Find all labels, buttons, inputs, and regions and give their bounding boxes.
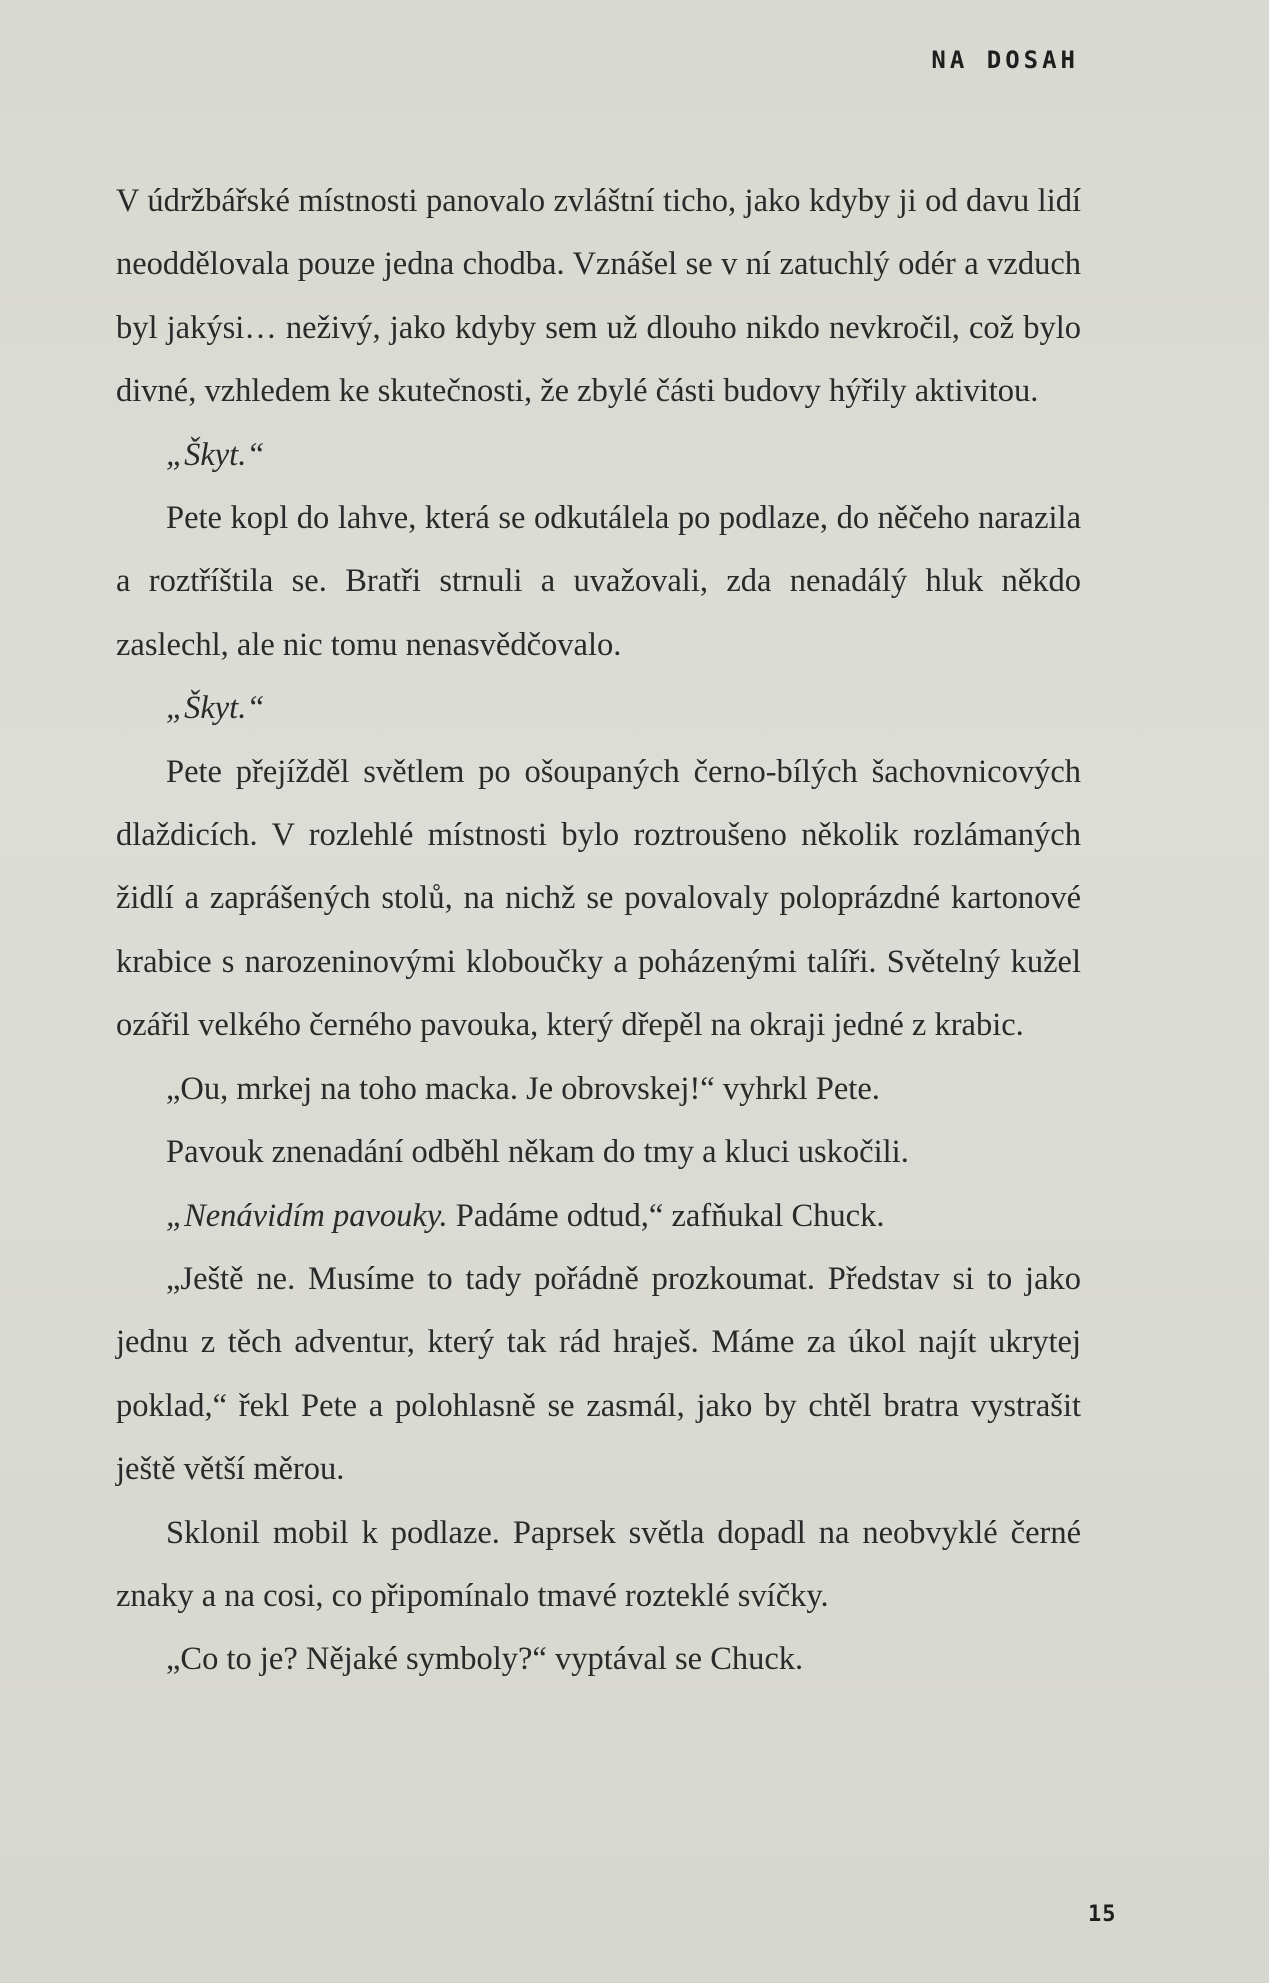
paragraph: Pete kopl do lahve, která se odkutálela po podlaze, do něčeho narazila a roztříštila se. Bratři strnuli a uvažovali, zda nenadálý hluk někdo zaslechl, ale nic tomu nenasvědčovalo. xyxy=(116,500,1081,663)
paragraph: „Ou, mrkej na toho macka. Je obrovskej!“ vyhrkl Pete. xyxy=(166,1070,880,1107)
paragraph: Sklonil mobil k podlaze. Paprsek světla dopadl na neobvyklé černé znaky a na cosi, co připomínalo tmavé rozteklé svíčky. xyxy=(116,1514,1081,1614)
italic-phrase: „Nenávidím pavouky. xyxy=(166,1197,448,1234)
paragraph: „Škyt.“ xyxy=(166,436,265,473)
paragraph xyxy=(116,1185,1081,1248)
paragraph: Pavouk znenadání odběhl někam do tmy a kluci uskočili. xyxy=(166,1134,909,1171)
paragraph-rest: Padáme odtud,“ zafňukal Chuck. xyxy=(447,1197,885,1234)
paragraph: „Škyt.“ xyxy=(166,690,265,727)
paragraph: V údržbářské místnosti panovalo zvláštní ticho, jako kdyby ji od davu lidí neoddělovala pouze jedna chodba. Vznášel se v ní zatuchlý odér a vzduch byl jakýsi… neživý, jako kdyby sem už dlouho nikdo nevkročil, což bylo divné, vzhledem ke skutečnosti, že zbylé části budovy hýřily aktivitou. xyxy=(116,183,1081,410)
page-number: 15 xyxy=(1088,1902,1117,1927)
paragraph: „Co to je? Nějaké symboly?“ vyptával se Chuck. xyxy=(166,1641,804,1678)
running-head: NA DOSAH xyxy=(931,46,1079,74)
paragraph: Pete přejížděl světlem po ošoupaných černo-bílých šachovnicových dlaždicích. V rozlehlé místnosti bylo roztroušeno několik rozlámaných židlí a zaprášených stolů, na nichž se povalovaly poloprázdné kartonové krabice s narozeninovými kloboučky a poházenými talíři. Světelný kužel ozářil velkého černého pavouka, který dřepěl na okraji jedné z krabic. xyxy=(116,753,1081,1044)
paragraph: „Ještě ne. Musíme to tady pořádně prozkoumat. Představ si to jako jednu z těch adventur, který tak rád hraješ. Máme za úkol najít ukrytej poklad,“ řekl Pete a polohlasně se zasmál, jako by chtěl bratra vystrašit ještě větší měrou. xyxy=(116,1260,1081,1488)
body-text xyxy=(116,170,1081,1692)
